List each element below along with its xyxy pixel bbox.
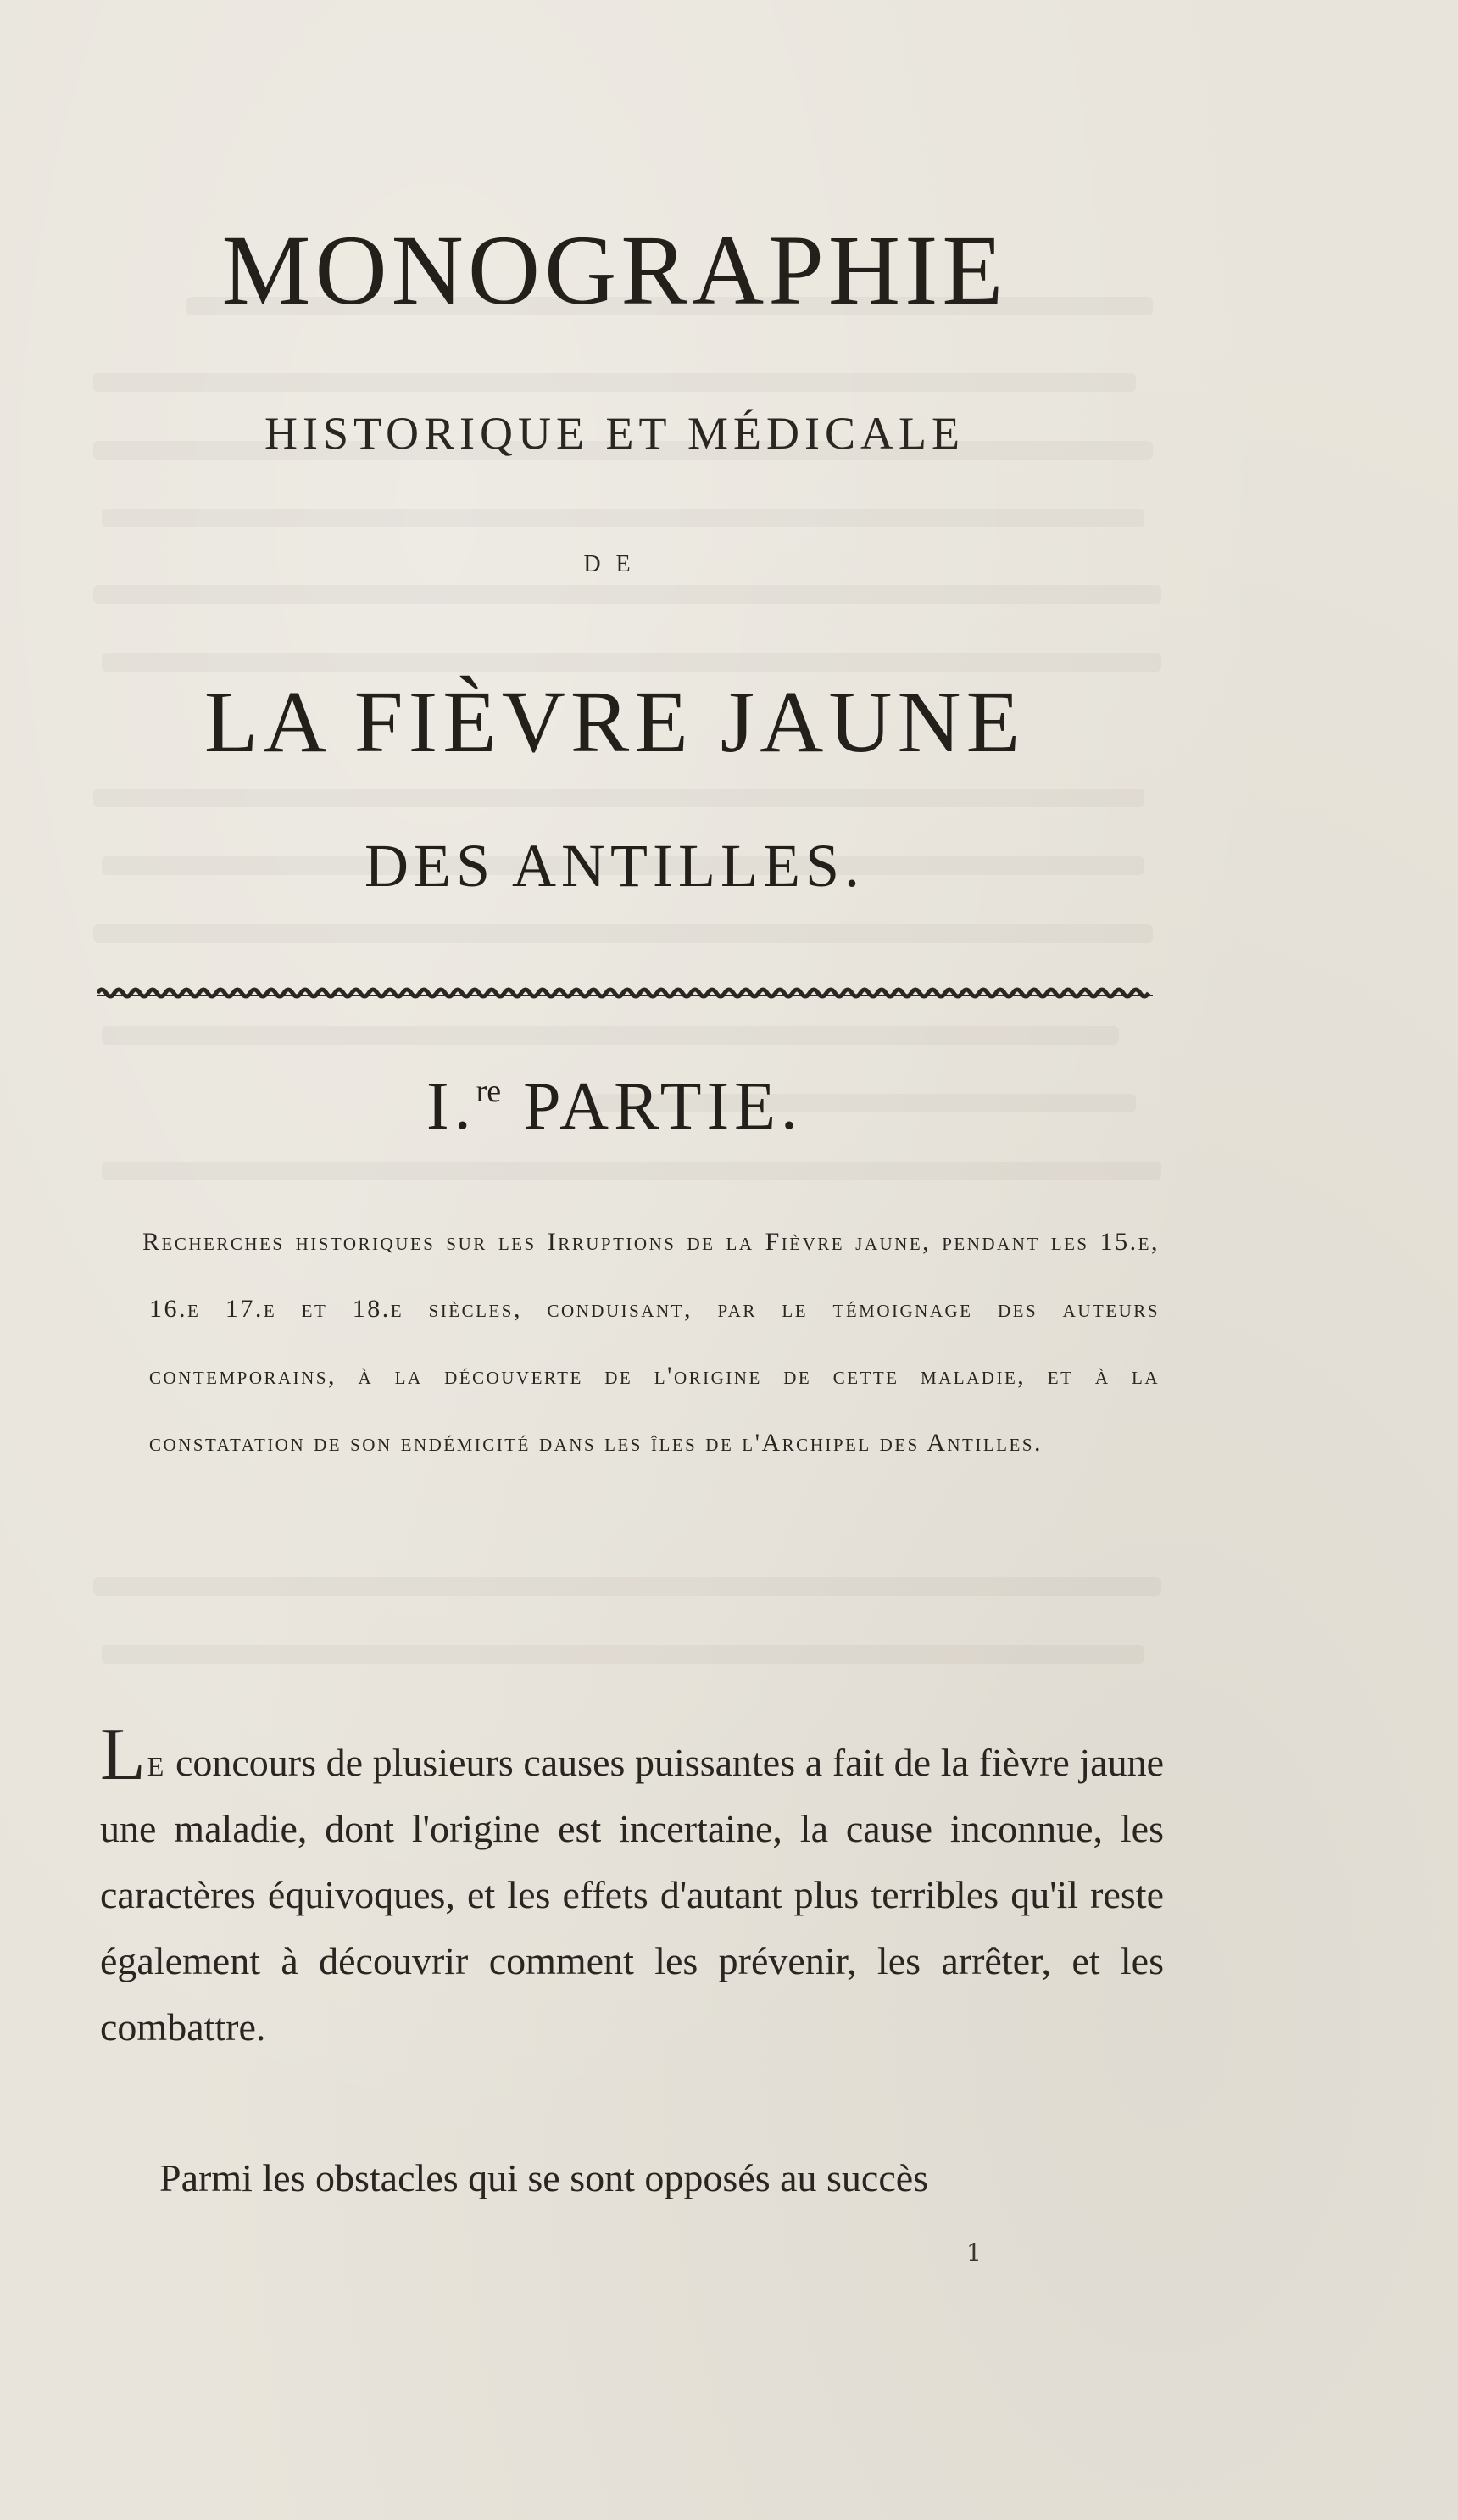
signature-mark: 1 [966, 2238, 982, 2266]
first-word-rest: e [147, 1741, 166, 1784]
paragraph-2-text: Parmi les obstacles qui se sont opposés au succès [159, 2156, 929, 2199]
title-fievre-jaune: LA FIÈVRE JAUNE [203, 673, 1026, 771]
part-sup: re [476, 1073, 502, 1109]
ornamental-rule [97, 984, 1153, 1002]
summary-text: Recherches historiques sur les Irruptions de la Fièvre jaune, pendant les 15.e, 16.e 17.e et 18.e siècles, conduisant, par le témoignage des auteurs contemporains, à la découverte de l'origine de cette maladie, et à la constatation de son endémicité dans les îles de l'Archipel des Antilles. [142, 1228, 1160, 1457]
title-de: DE [583, 551, 646, 577]
part-label: PARTIE. [523, 1069, 804, 1144]
title-des-antilles: DES ANTILLES. [364, 832, 865, 900]
body-paragraph-1 [100, 1714, 1165, 2060]
chapter-summary [142, 1208, 1160, 1476]
paragraph-1-text: concours de plusieurs causes puissantes a fait de la fièvre jaune une maladie, dont l'origine est incertaine, la cause inconnue, les caractères équivoques, et les effets d'autant plus terribles qu'il reste également à découvrir comment les prévenir, les arrêter, et les combattre. [100, 1741, 1165, 2049]
title-historique: HISTORIQUE ET MÉDICALE [264, 408, 965, 459]
drop-cap: L [100, 1714, 146, 1796]
part-numeral: I. [426, 1069, 476, 1144]
body-paragraph-2 [100, 2145, 1164, 2211]
title-monographie: MONOGRAPHIE [221, 215, 1008, 326]
part-heading [0, 1069, 1229, 1144]
